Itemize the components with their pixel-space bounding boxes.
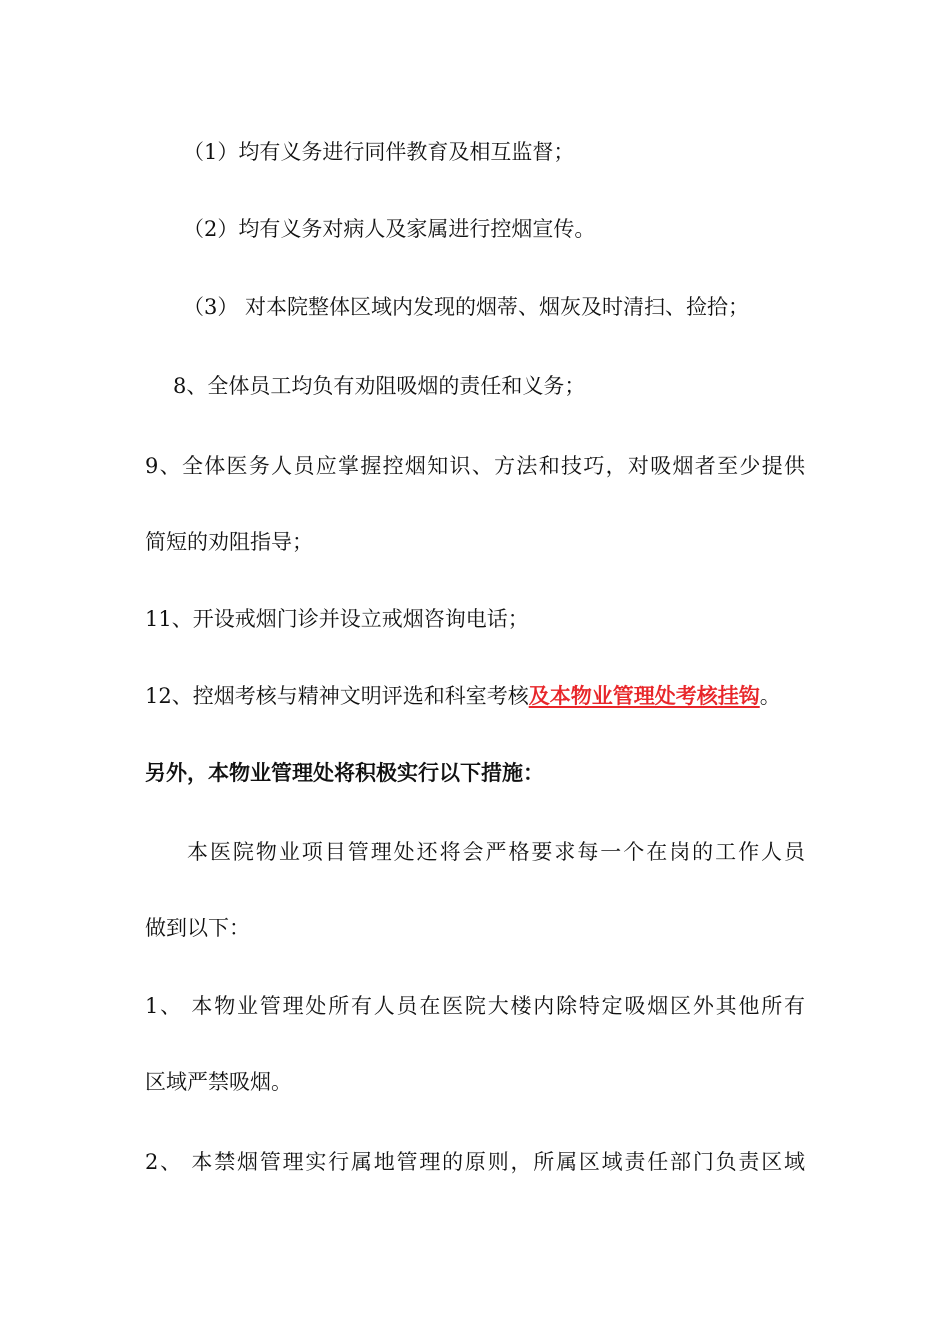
item-2-line: （2）均有义务对病人及家属进行控烟宣传。 (183, 217, 596, 241)
intro-paragraph-line: 本医院物业项目管理处还将会严格要求每一个在岗的工作人员 (187, 840, 805, 864)
measure-1-line: 1、 本物业管理处所有人员在医院大楼内除特定吸烟区外其他所有 (145, 994, 805, 1018)
item-9-line: 9、全体医务人员应掌握控烟知识、方法和技巧，对吸烟者至少提供 (145, 454, 805, 478)
item-12-text: 12、控烟考核与精神文明评选和科室考核 (145, 684, 529, 708)
item-8-line: 8、全体员工均负有劝阻吸烟的责任和义务； (173, 374, 586, 398)
intro-paragraph-continuation: 做到以下： (145, 916, 250, 940)
assessment-link-text: 及本物业管理处考核挂钩 (528, 683, 760, 708)
measures-heading: 另外，本物业管理处将积极实行以下措施： (145, 760, 544, 785)
measure-2-line: 2、 本禁烟管理实行属地管理的原则，所属区域责任部门负责区域 (145, 1150, 805, 1174)
item-3-line: （3） 对本院整体区域内发现的烟蒂、烟灰及时清扫、捡拾； (183, 295, 750, 319)
item-1-line: （1）均有义务进行同伴教育及相互监督； (183, 140, 575, 164)
item-12-period: 。 (759, 684, 781, 708)
measure-1-continuation: 区域严禁吸烟。 (145, 1070, 292, 1094)
item-11-line: 11、开设戒烟门诊并设立戒烟咨询电话； (145, 607, 529, 631)
item-12-line (145, 681, 781, 711)
item-9-continuation: 简短的劝阻指导； (145, 530, 313, 554)
